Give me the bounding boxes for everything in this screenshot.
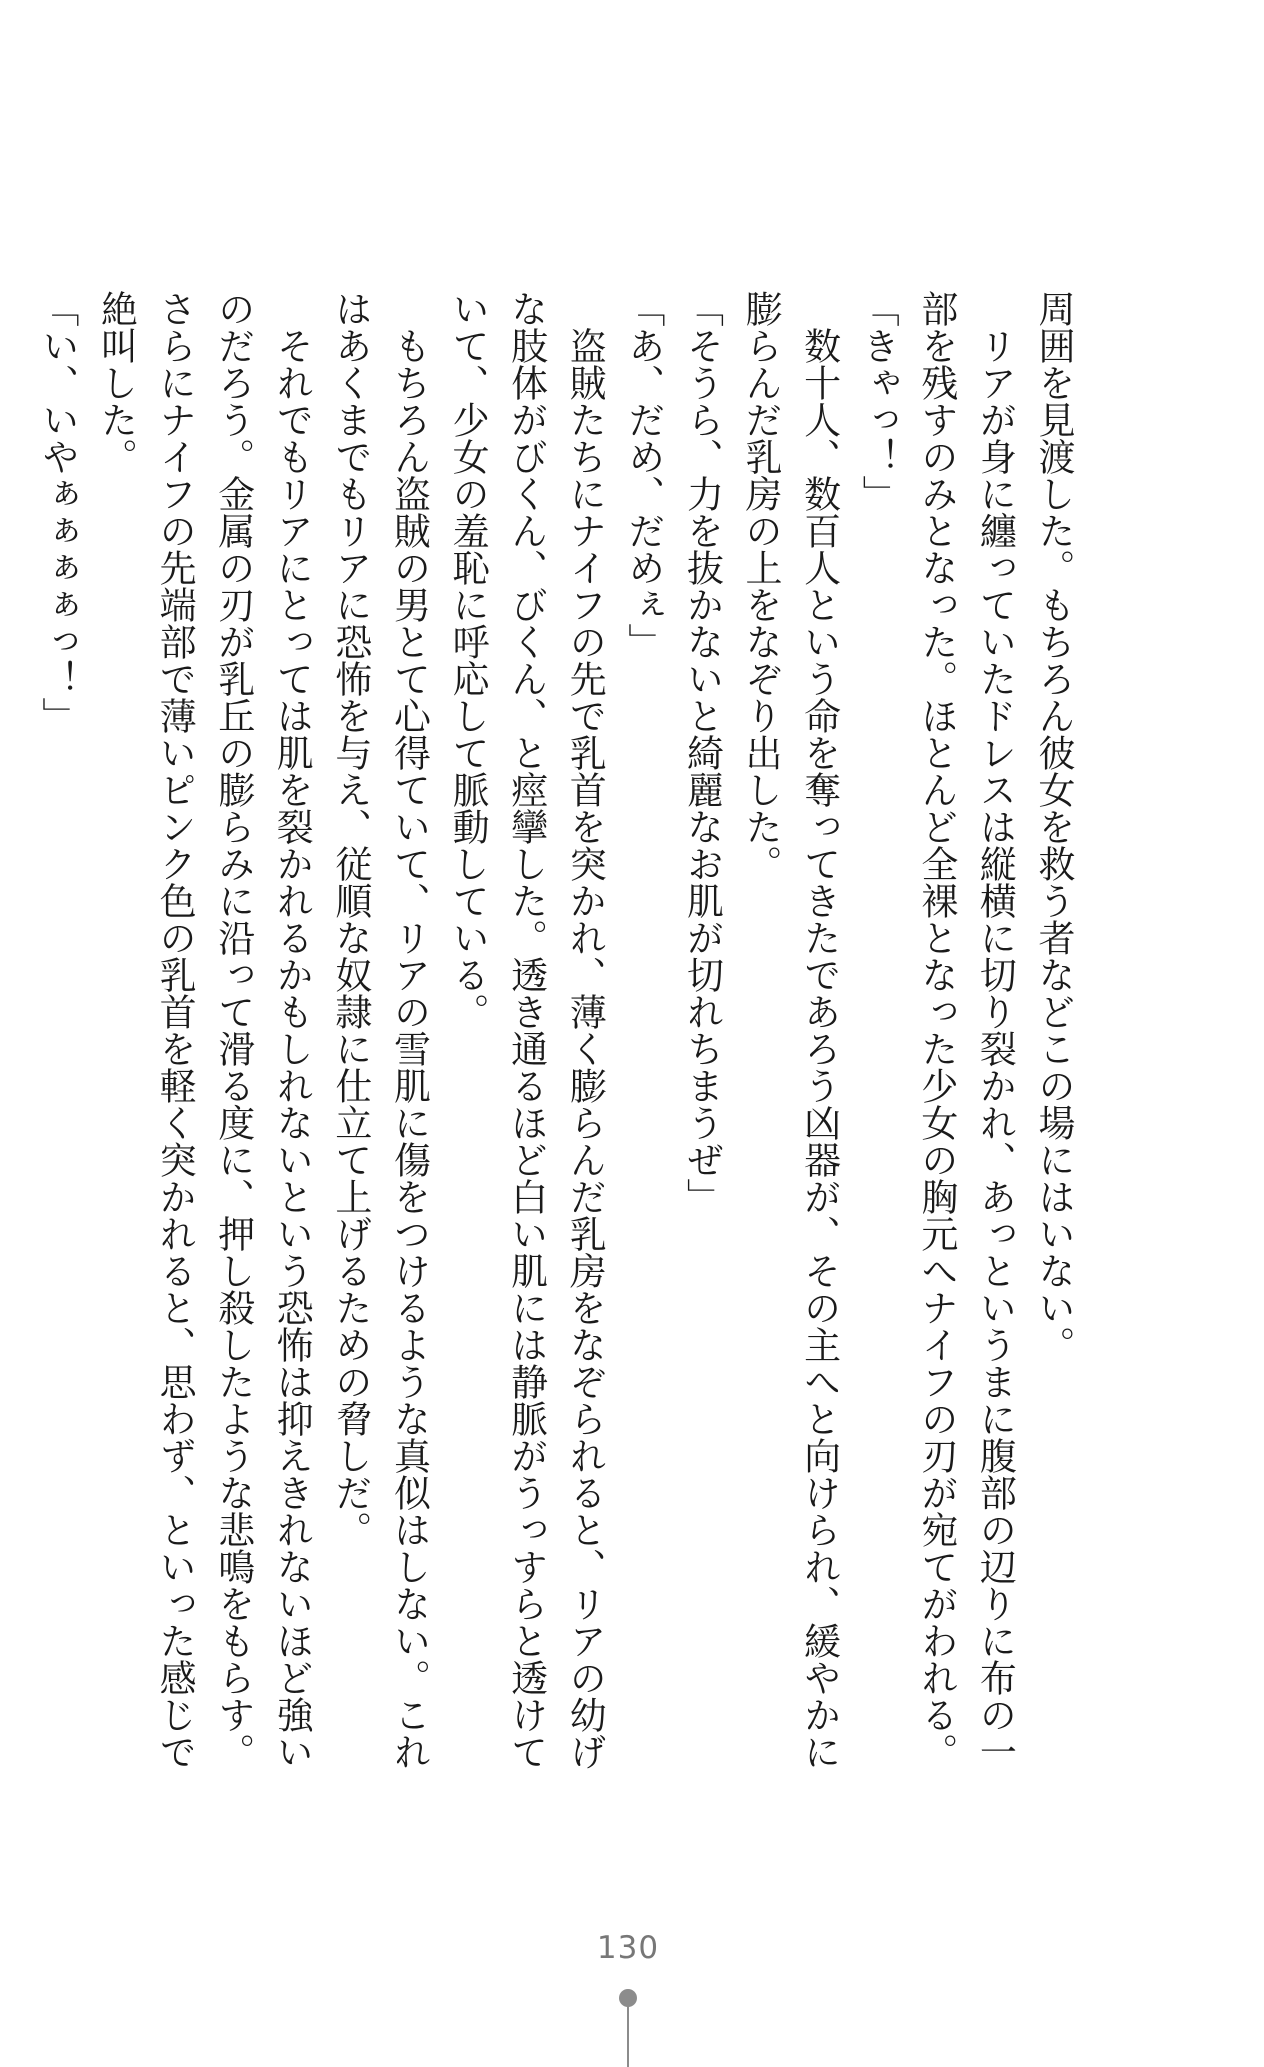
page-number: 130 [596,1930,660,1966]
text-line-11: いて、少女の羞恥に呼応して脈動している。 [446,290,490,1030]
text-line-13: はあくまでもリアに恐怖を与え、従順な奴隷に仕立て上げるための脅しだ。 [328,290,372,1548]
text-line-5: 数十人、数百人という命を奪ってきたであろう凶器が、その主へと向けられ、緩やかに [797,290,841,1770]
text-line-8: 「あ、だめ、だめぇ」 [621,290,665,660]
text-line-6: 膨らんだ乳房の上をなぞり出した。 [739,290,783,882]
page-marker-line [627,2005,629,2067]
text-line-4: 「きゃっ！」 [856,290,900,512]
text-line-14: それでもリアにとっては肌を裂かれるかもしれないという恐怖は抑えきれないほど強い [270,290,314,1770]
text-line-7: 「そうら、力を抜かないと綺麗なお肌が切れちまうぜ」 [680,290,724,1215]
body-text [27,290,1082,1770]
text-line-15: のだろう。金属の刃が乳丘の膨らみに沿って滑る度に、押し殺したような悲鳴をもらす。 [211,290,255,1770]
text-line-2: リアが身に纏っていたドレスは縦横に切り裂かれ、あっというまに腹部の辺りに布の一 [973,290,1017,1770]
text-line-9: 盗賊たちにナイフの先で乳首を突かれ、薄く膨らんだ乳房をなぞられると、リアの幼げ [563,290,607,1770]
text-line-1: 周囲を見渡した。もちろん彼女を救う者などこの場にはいない。 [1032,290,1075,1363]
text-line-16: さらにナイフの先端部で薄いピンク色の乳首を軽く突かれると、思わず、といった感じで [153,290,197,1770]
text-line-3: 部を残すのみとなった。ほとんど全裸となった少女の胸元へナイフの刃が宛てがわれる。 [914,290,958,1770]
text-line-12: もちろん盗賊の男とて心得ていて、リアの雪肌に傷をつけるような真似はしない。これ [387,290,431,1770]
text-line-17: 絶叫した。 [94,290,138,475]
text-line-10: な肢体がびくん、びくん、と痙攣した。透き通るほど白い肌には静脈がうっすらと透けて [504,290,548,1770]
text-line-18: 「い、いやぁぁぁぁっ！」 [35,290,79,734]
